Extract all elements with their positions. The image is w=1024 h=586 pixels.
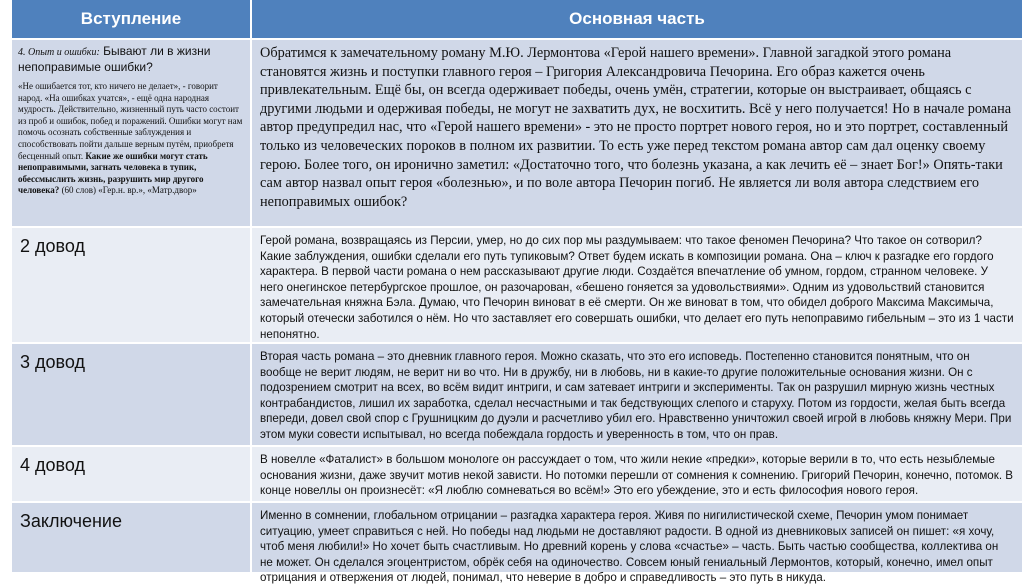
intro-question <box>18 44 244 75</box>
row-text-argument-3: Вторая часть романа – это дневник главного героя. Можно сказать, что это его исповедь. Постепенно становится понятным, что он вообще не верит людям, не верит ни во что. Ни в дружбу, ни в любовь, ни в какие-то другие положительные основания жизни. Он с подозрением смотрит на всех, во всём видит интриги, и сам затевает интриги и эксперименты. Так он разрушил мирную жизнь честных контрабандистов, лишил их заработка, сделал несчастными и так бедствующих слепого и старуху. Потом из гордости, желая быть всегда впереди, довел свой спор с Грушницким до дуэли и расчетливо убил его. Нравственно уничтожил своей игрой в любовь княжну Мери. При этом муки совести испытывал, но всегда побеждала гордость и уверенность в том, что он прав. <box>252 344 1024 447</box>
row-label-argument-2: 2 довод <box>12 228 252 344</box>
row-text-conclusion: Именно в сомнении, глобальном отрицании – разгадка характера героя. Живя по нигилистической схеме, Печорин умом понимает ситуацию, умеет справиться с ней. Но победы над людьми не доставляют радости. В одной из дневниковых записей он пишет: «я хочу, чтоб меня любили!» Но хочет быть счастливым. Но древний корень у слова «счастье» – часть. Быть частью сообщества, коллектива он не может. Он сделался эгоцентристом, обрёк себя на одиночество. Совсем юный гениальный Лермонтов, который, конечно, имел опыт отрицания и отвержения от людей, понимал, что неверие в добро и справедливость – это путь в никуда. <box>252 503 1024 574</box>
intro-bold-question: Какие же ошибки могут стать непоправимыми, загнать человека в тупик, обессмыслить жизнь, разрушить мир другого человека? <box>18 150 208 196</box>
intro-body: «Не ошибается тот, кто ничего не делает», - говорит народ. «На ошибках учатся», - ещё одна народная мудрость. Действительно, жизненный путь часто состоит из проб и ошибок, побед и поражений. Ошибки могут нам помочь осознать собственные заблуждения и способствовать пойти дальше верным путём, приобретя бесценный опыт. <box>18 81 243 161</box>
row-label-conclusion: Заключение <box>12 503 252 574</box>
main-text-cell: Обратимся к замечательному роману М.Ю. Лермонтова «Герой нашего времени». Главной загадкой этого романа становятся жизнь и поступки главного героя – Григория Александровича Печорина. Его образ кажется очень привлекательным. Ещё бы, он всегда одерживает победы, очень умён, стратегии, которые он выстраивает, общаясь с другими людьми и одерживая победы, не могут не захватить дух, не восхитить. Всё у него получается! Но в начале романа автор предупредил нас, что «Герой нашего времени» - это не просто портрет нового героя, но и это портрет, составленный только из человеческих пороков в полном их развитии. То есть уже перед текстом романа автор сам дал оценку своему герою. Более того, он иронично заметил: «Достаточно того, что болезнь указана, а как лечить её – знает Бог!» Опять-таки сам автор назвал опыт героя «болезнью», и по воле автора Печорин погиб. Не является ли воля автора следствием его непоправимых ошибок? <box>252 40 1024 228</box>
header-main-part: Основная часть <box>252 0 1024 40</box>
intro-prefix: 4. Опыт и ошибки: <box>18 47 100 58</box>
intro-question-text: Бывают ли в жизни непоправимые ошибки? <box>18 44 211 74</box>
row-text-argument-2: Герой романа, возвращаясь из Персии, умер, но до сих пор мы раздумываем: что такое феномен Печорина? Что такое он сотворил? Какие заблуждения, ошибки сделали его путь тупиковым? Ответ будем искать в композиции романа. Она – ключ к разгадке его гордого характера. В первой части романа о нем рассказывают другие люди. Создаётся впечатление об умном, гордом, странном человеке. У него онегинское петербургское прошлое, он разочарован, «бешено гоняется за удовольствиями». Одним из удовольствий становится замечательная княжна Бэла. Думаю, что Печорин виноват в её смерти. Он же виноват в том, что обидел доброго Максима Максимыча, который отечески заботился о нём. Но что заставляет его совершать ошибки, что делает его путь непоправимо гибельным – это из 1 части непонятно. <box>252 228 1024 344</box>
header-introduction: Вступление <box>12 0 252 40</box>
intro-text <box>18 81 244 197</box>
row-label-argument-3: 3 довод <box>12 344 252 447</box>
intro-cell <box>12 40 252 228</box>
essay-table <box>12 0 1024 585</box>
row-text-argument-4: В новелле «Фаталист» в большом монологе он рассуждает о том, что жили некие «предки», которые верили в то, что есть незыблемые основания жизни, даже звучит мотив некой зависти. Но потомки перешли от сомнения к сомнению. Григорий Печорин, конечно, потомок. В конце новеллы он произнесёт: «Я люблю сомневаться во всём!» Это его убеждение, это и есть философия нового героя. <box>252 447 1024 503</box>
row-label-argument-4: 4 довод <box>12 447 252 503</box>
intro-tail: (60 слов) «Гер.н. вр.», «Матр.двор» <box>59 185 197 196</box>
